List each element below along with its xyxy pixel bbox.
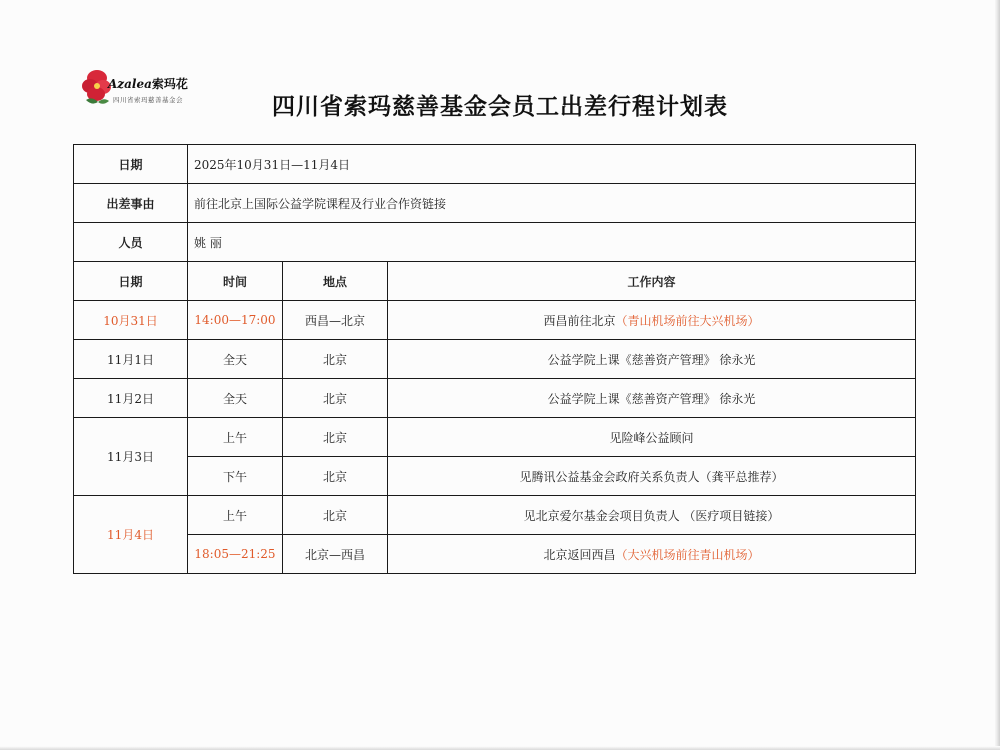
row-date: 10月31日	[74, 301, 188, 340]
table-row	[74, 301, 916, 340]
header-date: 日期	[74, 262, 188, 301]
table-row	[74, 340, 916, 379]
header-time: 时间	[188, 262, 283, 301]
row-content: 公益学院上课《慈善资产管理》 徐永光	[388, 379, 916, 418]
row-date: 11月4日	[74, 496, 188, 574]
row-content: 见北京爱尔基金会项目负责人 （医疗项目链接）	[388, 496, 916, 535]
row-place: 西昌—北京	[283, 301, 388, 340]
row-date: 11月1日	[74, 340, 188, 379]
logo-subtitle: 四川省索玛慈善基金会	[113, 96, 183, 104]
table-row	[74, 457, 916, 496]
row-time: 14:00—17:00	[188, 301, 283, 340]
row-content-note: （大兴机场前往青山机场）	[615, 547, 760, 562]
row-content: 见险峰公益顾问	[388, 418, 916, 457]
date-label: 日期	[74, 145, 188, 184]
header-place: 地点	[283, 262, 388, 301]
table-row	[74, 496, 916, 535]
row-time: 下午	[188, 457, 283, 496]
row-content: 见腾讯公益基金会政府关系负责人（龚平总推荐）	[388, 457, 916, 496]
row-content-note: （青山机场前往大兴机场）	[615, 313, 760, 328]
logo-brand-text: Azalea索玛花	[108, 77, 188, 91]
itinerary-table	[73, 144, 916, 574]
row-place: 北京—西昌	[283, 535, 388, 574]
row-place: 北京	[283, 340, 388, 379]
row-content	[388, 535, 916, 574]
row-content-main: 北京返回西昌	[543, 547, 616, 562]
row-place: 北京	[283, 418, 388, 457]
row-time: 上午	[188, 496, 283, 535]
people-value: 姚 丽	[188, 223, 916, 262]
table-row	[74, 418, 916, 457]
date-range-value: 2025年10月31日—11月4日	[188, 145, 916, 184]
table-row	[74, 184, 916, 223]
table-header-row	[74, 262, 916, 301]
scan-bottom-shadow	[0, 746, 1000, 750]
reason-value: 前往北京上国际公益学院课程及行业合作资链接	[188, 184, 916, 223]
row-place: 北京	[283, 457, 388, 496]
page-title: 四川省索玛慈善基金会员工出差行程计划表	[272, 94, 728, 120]
table-row	[74, 223, 916, 262]
reason-label: 出差事由	[74, 184, 188, 223]
row-time: 全天	[188, 340, 283, 379]
row-content-main: 西昌前往北京	[543, 313, 616, 328]
row-time: 上午	[188, 418, 283, 457]
row-place: 北京	[283, 379, 388, 418]
row-date: 11月2日	[74, 379, 188, 418]
row-time: 18:05—21:25	[188, 535, 283, 574]
header-content: 工作内容	[388, 262, 916, 301]
row-content: 公益学院上课《慈善资产管理》 徐永光	[388, 340, 916, 379]
row-place: 北京	[283, 496, 388, 535]
people-label: 人员	[74, 223, 188, 262]
table-row	[74, 145, 916, 184]
row-date: 11月3日	[74, 418, 188, 496]
table-row	[74, 535, 916, 574]
row-time: 全天	[188, 379, 283, 418]
scan-edge-shadow	[994, 0, 1000, 750]
row-content	[388, 301, 916, 340]
table-row	[74, 379, 916, 418]
